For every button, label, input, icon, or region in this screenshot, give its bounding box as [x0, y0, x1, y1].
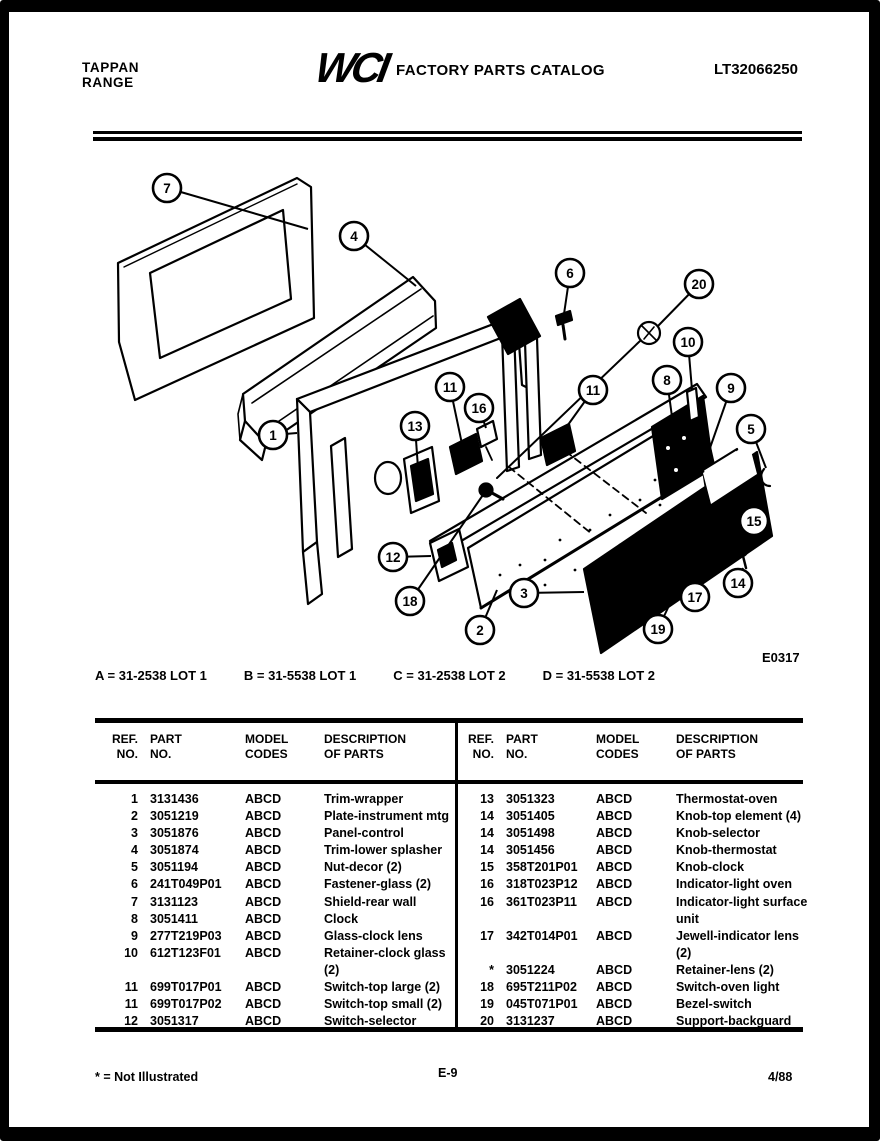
- table-row: [468, 928, 799, 962]
- svg-text:6: 6: [566, 265, 574, 281]
- cell-description: Fastener-glass (2): [324, 877, 431, 892]
- svg-text:18: 18: [402, 593, 418, 609]
- cell-ref-no: 4: [131, 843, 138, 858]
- svg-text:11: 11: [585, 382, 601, 398]
- cell-ref-no: 7: [131, 894, 138, 909]
- cell-description: Clock: [324, 911, 359, 926]
- cell-model-codes: ABCD: [245, 877, 282, 892]
- callout-3: [510, 579, 584, 607]
- cell-ref-no: 14: [480, 843, 494, 858]
- svg-text:20: 20: [691, 276, 707, 292]
- cell-part-no: 045T071P01: [506, 997, 578, 1012]
- header-description: DESCRIPTION OF PARTS: [676, 732, 759, 761]
- cell-model-codes: ABCD: [245, 843, 282, 858]
- table-row: [108, 825, 453, 842]
- cell-model-codes: ABCD: [245, 1014, 282, 1029]
- cell-part-no: 3051224: [506, 962, 555, 977]
- cell-model-codes: ABCD: [596, 997, 633, 1012]
- svg-text:17: 17: [687, 589, 703, 605]
- header-ref-no: REF. NO.: [468, 732, 495, 761]
- cell-part-no: 3051411: [150, 911, 198, 926]
- cell-model-codes: ABCD: [596, 843, 633, 858]
- cell-description: Retainer-lens (2): [676, 962, 774, 977]
- cell-model-codes: ABCD: [245, 980, 282, 995]
- svg-text:1: 1: [269, 427, 277, 443]
- cell-description: Trim-wrapper: [324, 792, 404, 806]
- cell-part-no: 318T023P12: [506, 877, 578, 892]
- publication-number: LT32066250: [714, 61, 798, 78]
- table-row: [108, 996, 453, 1013]
- header-rule-thin: [93, 131, 802, 134]
- table-row: [108, 945, 453, 979]
- cell-ref-no: *: [489, 962, 494, 977]
- cell-ref-no: 14: [480, 809, 494, 824]
- parts-table-left: [108, 723, 453, 1027]
- cell-part-no: 3051317: [150, 1014, 199, 1029]
- cell-model-codes: ABCD: [596, 928, 633, 943]
- cell-model-codes: ABCD: [596, 980, 633, 995]
- cell-part-no: 699T017P01: [150, 980, 222, 995]
- cell-part-no: 3051456: [506, 843, 555, 858]
- callout-11: [560, 376, 607, 436]
- parts-table: [95, 718, 808, 1032]
- cell-description: Thermostat-oven: [676, 792, 778, 806]
- cell-part-no: 3051219: [150, 809, 199, 824]
- cell-description: Switch-oven light: [676, 980, 780, 995]
- table-row: [468, 876, 796, 893]
- wci-logo: WCI: [311, 44, 390, 91]
- lot-code-b: B = 31-5538 LOT 1: [243, 668, 357, 683]
- cell-ref-no: 5: [131, 860, 138, 875]
- cell-part-no: 3051323: [506, 792, 555, 806]
- cell-part-no: 3051194: [150, 860, 198, 875]
- cell-part-no: 241T049P01: [150, 877, 222, 892]
- cell-description: Shield-rear wall: [324, 894, 417, 909]
- cell-description: Indicator-light oven: [676, 877, 792, 892]
- cell-model-codes: ABCD: [245, 826, 282, 841]
- callout-12: [379, 543, 431, 571]
- callout-15: [740, 505, 768, 535]
- lot-code-a: A = 31-2538 LOT 1: [95, 668, 207, 683]
- exploded-view-drawing: [118, 178, 772, 653]
- cell-model-codes: ABCD: [596, 1014, 633, 1029]
- callout-6: [556, 259, 584, 314]
- svg-text:3: 3: [520, 585, 528, 601]
- brand-line-2: RANGE: [82, 75, 134, 90]
- cell-description: Trim-lower splasher: [324, 843, 443, 858]
- svg-text:5: 5: [747, 421, 755, 437]
- table-row: [108, 894, 453, 911]
- table-row: [468, 1013, 796, 1030]
- table-center-divider: [455, 723, 458, 1027]
- diagram-code: E0317: [762, 650, 800, 665]
- cell-ref-no: 19: [480, 997, 494, 1012]
- cell-ref-no: 18: [480, 980, 494, 995]
- cell-part-no: 3051405: [506, 809, 555, 824]
- cell-ref-no: 14: [480, 826, 494, 841]
- cell-model-codes: ABCD: [596, 877, 633, 892]
- cell-description: Support-backguard: [676, 1014, 792, 1029]
- table-row: [468, 808, 801, 825]
- cell-model-codes: ABCD: [245, 860, 282, 875]
- cell-part-no: 3131436: [150, 792, 199, 806]
- cell-description: Plate-instrument mtg: [324, 809, 450, 824]
- table-row: [468, 842, 796, 859]
- svg-text:9: 9: [727, 380, 735, 396]
- header-description: DESCRIPTION OF PARTS: [324, 732, 407, 761]
- cell-part-no: 358T201P01: [506, 860, 578, 875]
- cell-ref-no: 9: [131, 928, 138, 943]
- cell-part-no: 342T014P01: [506, 928, 578, 943]
- revision-date: 4/88: [768, 1070, 793, 1084]
- cell-model-codes: ABCD: [245, 894, 282, 909]
- brand-block: [82, 60, 139, 90]
- cell-model-codes: ABCD: [245, 911, 282, 926]
- cell-model-codes: ABCD: [245, 928, 282, 943]
- svg-text:12: 12: [385, 549, 401, 565]
- svg-text:4: 4: [350, 228, 358, 244]
- svg-text:2: 2: [476, 622, 484, 638]
- cell-part-no: 361T023P11: [506, 894, 577, 909]
- cell-ref-no: 16: [480, 894, 494, 909]
- cell-model-codes: ABCD: [245, 997, 282, 1012]
- cell-description: Retainer-clock glass (2): [324, 945, 446, 977]
- table-row: [108, 928, 453, 945]
- header-model-codes: MODEL CODES: [245, 732, 289, 761]
- svg-text:16: 16: [471, 400, 487, 416]
- svg-text:19: 19: [650, 621, 666, 637]
- svg-text:15: 15: [746, 513, 762, 529]
- table-row: [108, 859, 453, 876]
- callout-20: [657, 270, 713, 327]
- cell-part-no: 695T211P02: [506, 980, 577, 995]
- cell-part-no: 3131237: [506, 1014, 555, 1029]
- cell-ref-no: 2: [131, 809, 138, 824]
- cell-model-codes: ABCD: [596, 894, 633, 909]
- table-header-left: [108, 732, 453, 762]
- cell-ref-no: 11: [124, 980, 138, 995]
- cell-description: Panel-control: [324, 826, 404, 841]
- cell-ref-no: 16: [480, 877, 494, 892]
- parts-table-right: [468, 723, 808, 1029]
- cell-ref-no: 13: [480, 792, 494, 806]
- cell-model-codes: ABCD: [596, 809, 633, 824]
- cell-ref-no: 12: [124, 1014, 138, 1029]
- lot-code-d: D = 31-5538 LOT 2: [542, 668, 656, 683]
- table-row: [108, 791, 453, 808]
- cell-ref-no: 15: [480, 860, 494, 875]
- table-row: [468, 962, 796, 979]
- cell-ref-no: 6: [131, 877, 138, 892]
- table-header-right: [468, 732, 796, 762]
- cell-description: Knob-selector: [676, 826, 761, 841]
- catalog-title: FACTORY PARTS CATALOG: [396, 62, 605, 79]
- header-ref-no: REF. NO.: [111, 732, 138, 761]
- table-row: [108, 1013, 453, 1030]
- table-row: [468, 996, 796, 1013]
- svg-text:10: 10: [680, 334, 696, 350]
- cell-part-no: 277T219P03: [150, 928, 222, 943]
- cell-model-codes: ABCD: [596, 860, 633, 875]
- header-part-no: PART NO.: [506, 732, 538, 761]
- lot-code-c: C = 31-2538 LOT 2: [393, 668, 506, 683]
- header-rule-thick: [93, 137, 802, 141]
- table-row: [108, 842, 453, 859]
- table-row: [108, 979, 453, 996]
- cell-description: Nut-decor (2): [324, 860, 402, 875]
- not-illustrated-note: * = Not Illustrated: [95, 1070, 199, 1084]
- cell-description: Glass-clock lens: [324, 928, 423, 943]
- callout-11: [436, 373, 464, 444]
- table-row: [108, 876, 453, 893]
- cell-model-codes: ABCD: [596, 792, 633, 806]
- cell-description: Switch-selector: [324, 1014, 417, 1029]
- table-row: [108, 808, 453, 825]
- svg-text:11: 11: [442, 379, 458, 395]
- cell-description: Knob-top element (4): [676, 809, 801, 824]
- cell-model-codes: ABCD: [245, 792, 282, 806]
- callout-4: [340, 222, 416, 286]
- header-part-no: PART NO.: [150, 732, 182, 761]
- cell-description: Bezel-switch: [676, 997, 752, 1012]
- tbody-left: [108, 791, 453, 1030]
- cell-model-codes: ABCD: [596, 962, 633, 977]
- cell-part-no: 612T123F01: [150, 945, 221, 960]
- cell-ref-no: 1: [131, 792, 138, 806]
- table-row: [468, 791, 796, 808]
- cell-part-no: 3131123: [150, 894, 198, 909]
- cell-part-no: 3051874: [150, 843, 199, 858]
- cell-model-codes: ABCD: [596, 826, 633, 841]
- table-row: [468, 825, 796, 842]
- tbody-right: [468, 791, 808, 1030]
- cell-part-no: 3051876: [150, 826, 199, 841]
- svg-text:7: 7: [163, 180, 171, 196]
- cell-model-codes: ABCD: [245, 945, 282, 960]
- cell-ref-no: 8: [131, 911, 138, 926]
- cell-part-no: 3051498: [506, 826, 555, 841]
- cell-ref-no: 3: [131, 826, 138, 841]
- brand-line-1: TAPPAN: [82, 60, 140, 75]
- table-row: [108, 911, 453, 928]
- cell-description: Knob-thermostat: [676, 843, 777, 858]
- svg-text:13: 13: [407, 418, 423, 434]
- cell-description: Switch-top small (2): [324, 997, 443, 1012]
- svg-text:14: 14: [730, 575, 746, 591]
- callout-14: [724, 568, 752, 597]
- cell-model-codes: ABCD: [245, 809, 282, 824]
- cell-description: Jewell-indicator lens (2): [676, 928, 799, 960]
- lot-codes: [95, 668, 655, 683]
- table-row: [468, 859, 796, 876]
- cell-ref-no: 17: [480, 928, 494, 943]
- cell-ref-no: 11: [124, 997, 138, 1012]
- cell-description: Indicator-light surface unit: [676, 894, 808, 926]
- header-model-codes: MODEL CODES: [596, 732, 640, 761]
- svg-text:8: 8: [663, 372, 671, 388]
- cell-ref-no: 10: [124, 945, 138, 960]
- table-row: [468, 894, 808, 928]
- table-row: [468, 979, 796, 996]
- cell-description: Switch-top large (2): [324, 980, 440, 995]
- page-number: E-9: [438, 1066, 458, 1080]
- cell-part-no: 699T017P02: [150, 997, 222, 1012]
- cell-ref-no: 20: [480, 1014, 494, 1029]
- cell-description: Knob-clock: [676, 860, 745, 875]
